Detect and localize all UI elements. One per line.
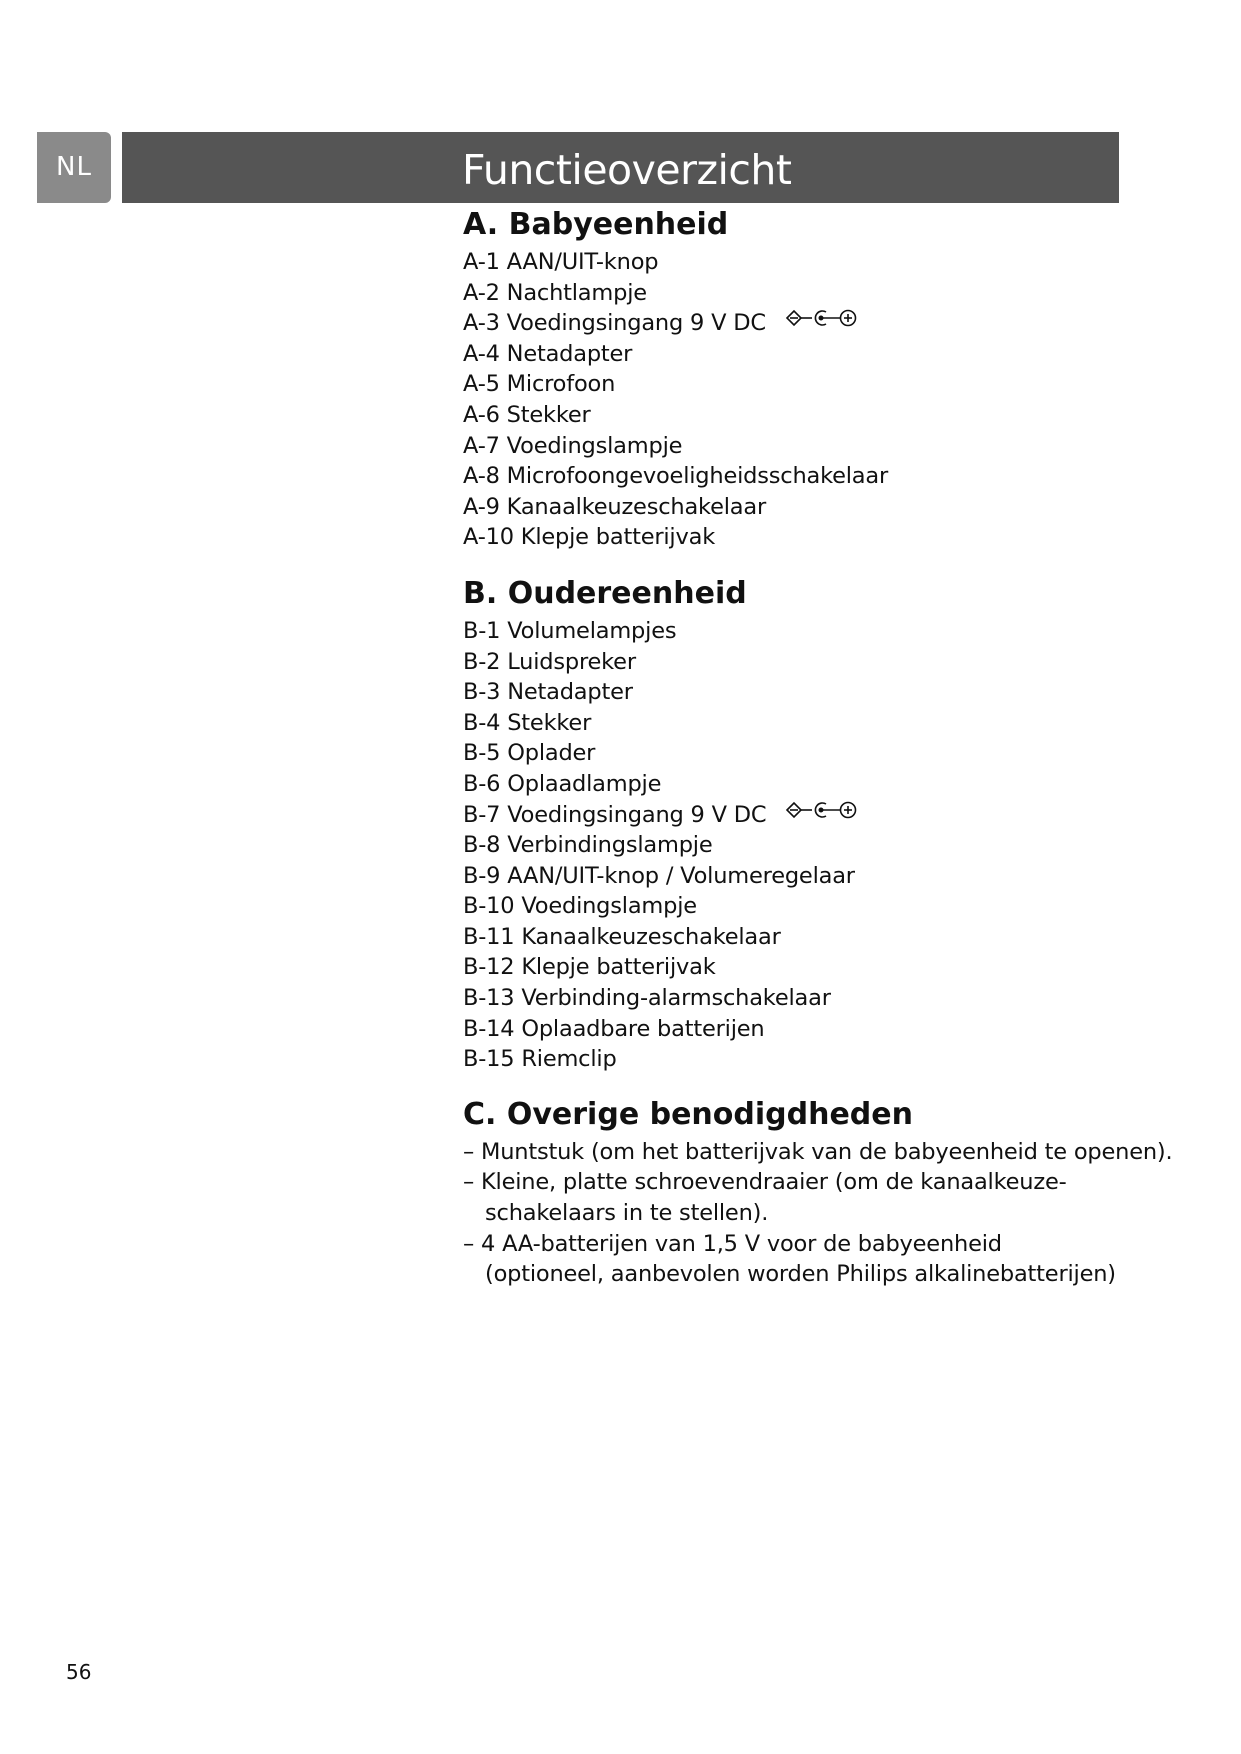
list-item: B-10 Voedingslampje bbox=[463, 893, 697, 920]
list-item: B-2 Luidspreker bbox=[463, 648, 636, 675]
list-item: A-2 Nachtlampje bbox=[463, 279, 647, 306]
list-item: B-13 Verbinding-alarmschakelaar bbox=[463, 985, 831, 1012]
list-item: A-6 Stekker bbox=[463, 401, 591, 428]
list-item: B-6 Oplaadlampje bbox=[463, 770, 662, 797]
list-item: B-15 Riemclip bbox=[463, 1046, 617, 1073]
list-item: B-11 Kanaalkeuzeschakelaar bbox=[463, 923, 781, 950]
language-tab: NL bbox=[37, 132, 111, 203]
page-number: 56 bbox=[66, 1660, 92, 1684]
section-heading: B. Oudereenheid bbox=[463, 575, 747, 611]
list-item: B-9 AAN/UIT-knop / Volumeregelaar bbox=[463, 862, 855, 889]
list-item: A-4 Netadapter bbox=[463, 340, 633, 367]
item-list bbox=[463, 1137, 1173, 1290]
list-item: B-5 Oplader bbox=[463, 740, 596, 767]
item-list bbox=[463, 247, 1153, 553]
list-item: B-8 Verbindingslampje bbox=[463, 832, 713, 859]
list-item: B-4 Stekker bbox=[463, 709, 592, 736]
function-overview bbox=[463, 205, 1173, 1290]
item-list bbox=[463, 616, 1153, 1075]
list-item: A-9 Kanaalkeuzeschakelaar bbox=[463, 493, 766, 520]
list-item: B-14 Oplaadbare batterijen bbox=[463, 1015, 765, 1042]
title-bar bbox=[122, 132, 1119, 203]
page-title: Functieoverzicht bbox=[462, 146, 792, 194]
list-item: A-10 Klepje batterijvak bbox=[463, 524, 716, 551]
list-item: A-8 Microfoongevoeligheidsschakelaar bbox=[463, 463, 889, 490]
list-item: A-1 AAN/UIT-knop bbox=[463, 249, 659, 275]
list-item: – Muntstuk (om het batterijvak van de babyeenheid te openen). bbox=[463, 1138, 1173, 1165]
section-parent-unit bbox=[463, 574, 1153, 1075]
list-item: B-7 Voedingsingang 9 V DC bbox=[463, 800, 1153, 831]
list-item: B-3 Netadapter bbox=[463, 679, 633, 706]
dc-polarity-icon bbox=[786, 798, 858, 829]
list-item: B-12 Klepje batterijvak bbox=[463, 954, 716, 981]
list-item: A-3 Voedingsingang 9 V DC bbox=[463, 308, 1153, 339]
section-baby-unit bbox=[463, 205, 1153, 553]
list-item: A-5 Microfoon bbox=[463, 371, 616, 398]
list-item: – Kleine, platte schroevendraaier (om de kanaalkeuze- schakelaars in te stellen). bbox=[463, 1169, 1067, 1227]
section-other-supplies bbox=[463, 1095, 1173, 1290]
list-item: B-1 Volumelampjes bbox=[463, 617, 677, 644]
dc-polarity-icon bbox=[786, 306, 858, 337]
list-item: – 4 AA-batterijen van 1,5 V voor de babyeenheid (optioneel, aanbevolen worden Philips alkalinebatterijen) bbox=[463, 1230, 1116, 1288]
list-item: A-7 Voedingslampje bbox=[463, 432, 683, 459]
section-heading: C. Overige benodigdheden bbox=[463, 1096, 913, 1132]
section-heading: A. Babyeenheid bbox=[463, 207, 729, 242]
